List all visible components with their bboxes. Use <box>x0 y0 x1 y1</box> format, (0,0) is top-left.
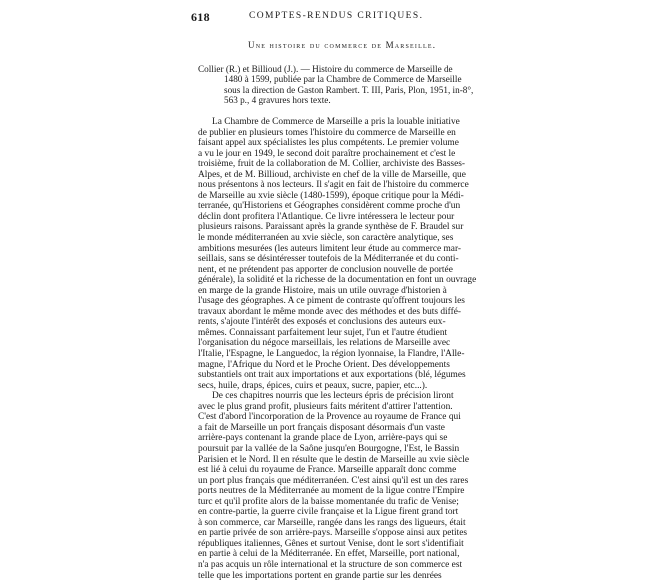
text-line: nent, et ne prétendent pas apporter de conclusion nouvelle de portée <box>198 264 453 275</box>
text-line: telle que les importations portent en grande partie sur les denrées <box>198 570 442 581</box>
paragraph-2 <box>198 391 495 581</box>
page-number: 618 <box>191 10 210 24</box>
text-line: mêmes. Connaissant parfaitement leur sujet, l'un et l'autre étudient <box>198 327 448 338</box>
text-line: arrière-pays contenant la grande place de Lyon, arrière-pays qui se <box>198 433 448 444</box>
text-line: nous présentons à nos lecteurs. Il s'agit en fait de l'histoire du commerce <box>198 180 469 191</box>
text-line: travaux abordant le même monde avec des méthodes et des buts diffé- <box>198 306 462 317</box>
text-line: l'Italie, l'Espagne, le Languedoc, la région lyonnaise, la Flandre, l'Alle- <box>198 349 465 360</box>
text-line: plusieurs raisons. Paraissant après la grande synthèse de F. Braudel sur <box>198 222 464 233</box>
text-line: poursuit par la vallée de la Saône jusqu'en Bourgogne, l'Est, le Bassin <box>198 443 460 454</box>
text-line: à son commerce, car Marseille, rangée dans les rangs des ligueurs, était <box>198 517 466 528</box>
text-line: générale), la solidité et la richesse de la documentation en font un ouvrage <box>198 275 477 286</box>
text-line: républiques italiennes, Gênes et surtout Venise, dont le sort s'identifiait <box>198 538 464 549</box>
text-line: terranée, qu'Historiens et Géographes considèrent comme proche d'un <box>198 201 461 212</box>
reference-line: Collier (R.) et Billioud (J.). — Histoire du commerce de Marseille de <box>198 64 453 74</box>
reference-line: sous la direction de Gaston Rambert. T. III, Paris, Plon, 1951, in-8°, <box>224 84 474 95</box>
text-line: un port plus français que méditerranéen. C'est ainsi qu'il est un des rares <box>198 475 469 486</box>
text-line: en contre-partie, la guerre civile française et la Ligue firent grand tort <box>198 507 459 518</box>
text-line: troisième, fruit de la collaboration de M. Collier, archiviste des Basses- <box>198 159 465 170</box>
text-line: de publier en plusieurs tomes l'histoire du commerce de Marseille en <box>198 127 456 138</box>
text-line: avec le plus grand profit, plusieurs faits méritent d'attirer l'attention. <box>198 401 453 412</box>
text-line: turc et qu'il profite alors de la baisse momentanée du trafic de Venise; <box>198 496 459 507</box>
text-line: C'est d'abord l'incorporation de la Provence au royaume de France qui <box>198 412 461 423</box>
text-line: ports neutres de la Méditerranée au moment de la ligue contre l'Empire <box>198 486 465 497</box>
bibliographic-reference <box>198 64 494 106</box>
text-line: en marge de la grande Histoire, mais un utile ouvrage d'historien à <box>198 285 447 296</box>
text-line: De ces chapitres nourris que les lecteurs épris de précision liront <box>212 391 454 402</box>
text-line: en partie à celui de la Méditerranée. En effet, Marseille, port national, <box>198 549 460 560</box>
text-line: secs, huile, draps, épices, cuirs et peaux, sucre, papier, etc...). <box>198 380 428 391</box>
article-body <box>198 117 495 581</box>
reference-line: 1480 à 1599, publiée par la Chambre de Commerce de Marseille <box>224 74 462 85</box>
text-line: ambitions mesurées (les auteurs limitent leur étude au commerce mar- <box>198 243 461 254</box>
article-title: Une histoire du commerce de Marseille. <box>248 40 437 50</box>
text-line: rents, s'ajoute l'intérêt des exposés et conclusions des auteurs eux- <box>198 317 446 328</box>
text-line: faisant appel aux spécialistes les plus compétents. Le premier volume <box>198 138 459 149</box>
text-line: l'organisation du négoce marseillais, les relations de Marseille avec <box>198 338 451 349</box>
text-line: seillais, sans se désintéresser toutefois de la Méditerranée et du conti- <box>198 254 459 265</box>
text-line: l'usage des géographes. A ce piment de contraste qu'offrent toujours les <box>198 296 465 307</box>
paragraph-1 <box>198 117 495 391</box>
text-line: magne, l'Afrique du Nord et le Proche Orient. Des développements <box>198 359 450 370</box>
running-head: COMPTES-RENDUS CRITIQUES. <box>249 11 424 21</box>
text-line: a vu le jour en 1949, le second doit paraître prochainement et c'est le <box>198 148 456 159</box>
text-line: le monde méditerranéen au xvie siècle, son caractère analytique, ses <box>198 233 454 244</box>
text-line: déclin dont profitera l'Atlantique. Ce livre intéressera le lecteur pour <box>198 211 455 222</box>
reference-line: 563 p., 4 gravures hors texte. <box>224 95 331 106</box>
text-line: n'a pas acquis un rôle international et la structure de son commerce est <box>198 559 463 570</box>
text-line: en partie privée de son arrière-pays. Marseille s'oppose ainsi aux petites <box>198 528 468 539</box>
text-line: a fait de Marseille un port français disposant désormais d'un vaste <box>198 422 445 433</box>
text-line: de Marseille au xvie siècle (1480-1599), époque critique pour la Médi- <box>198 190 464 201</box>
text-line: substantiels ont trait aux importations et aux exportations (blé, légumes <box>198 370 466 381</box>
text-line: La Chambre de Commerce de Marseille a pris la louable initiative <box>212 117 460 127</box>
text-line: Parisien et le Nord. Il en résulte que le destin de Marseille au xvie siècle <box>198 454 470 465</box>
text-line: est lié à celui du royaume de France. Marseille apparaît donc comme <box>198 465 457 476</box>
text-line: Alpes, et de M. Billioud, archiviste en chef de la ville de Marseille, que <box>198 169 466 180</box>
